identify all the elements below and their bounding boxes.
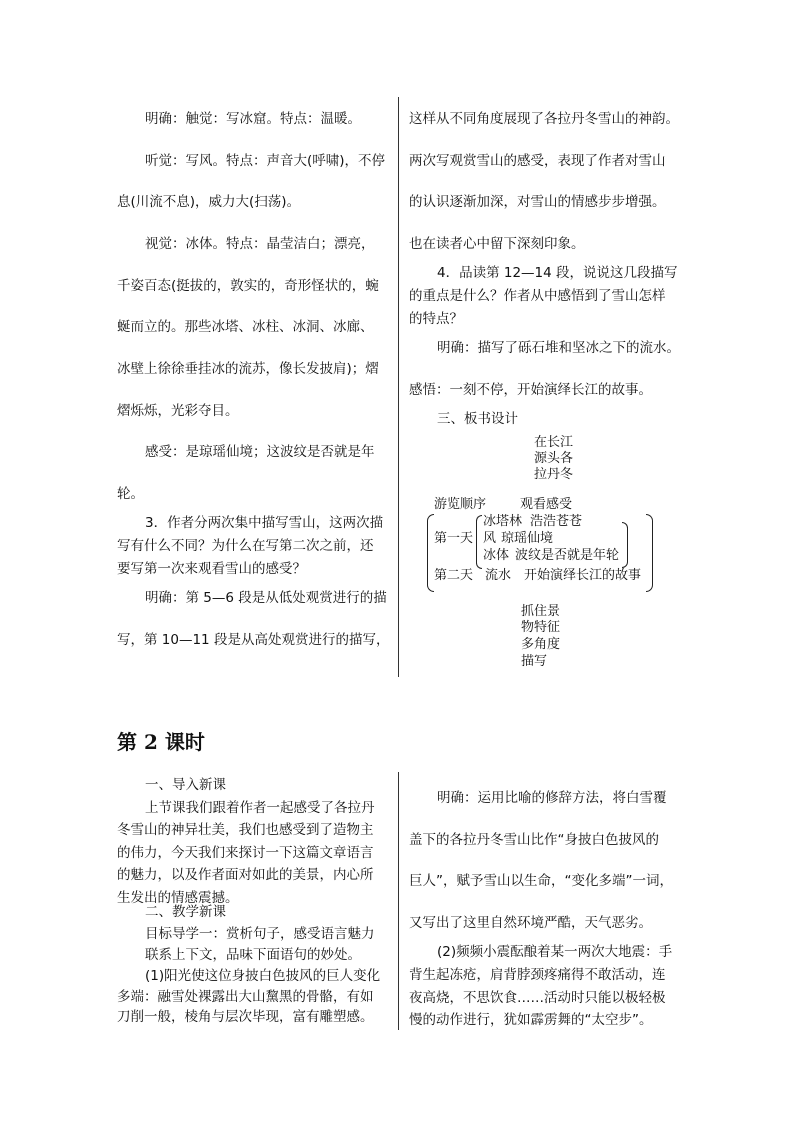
text-line: 的魅力，以及作者面对如此的美景，内心所 — [117, 867, 374, 883]
text-line: 的认识逐渐加深，对雪山的情感步步增强。 — [409, 194, 666, 210]
day2-item: 流水 — [485, 568, 512, 583]
day1-feeling: 波纹是否就是年轮 — [515, 548, 620, 563]
text-line: 冰壁上徐徐垂挂冰的流苏，像长发披肩)；熠 — [117, 361, 379, 377]
day1-feeling: 琼瑶仙境 — [501, 531, 554, 546]
text-line: 也在读者心中留下深刻印象。 — [409, 236, 585, 252]
outer-left-brace — [427, 514, 434, 592]
text-line: 又写出了这里自然环境严酷，天气恶劣。 — [409, 915, 652, 931]
text-line: 背生起冻疮，肩背脖颈疼痛得不敢活动，连 — [409, 967, 666, 983]
text-line: 的特点？ — [409, 311, 463, 327]
text-line: 写有什么不同？为什么在写第二次之前，还 — [117, 538, 374, 554]
text-line: 的重点是什么？作者从中感悟到了雪山怎样 — [409, 288, 666, 304]
board-summary-line: 多角度 — [521, 637, 561, 652]
board-title-line: 源头各 — [534, 451, 574, 466]
inner-left-brace — [476, 515, 482, 569]
board-header-feeling: 观看感受 — [520, 497, 573, 512]
day1-label: 第一天 — [434, 531, 474, 546]
section-heading: 一、导入新课 — [145, 777, 226, 793]
day1-item: 冰体 — [483, 548, 510, 563]
text-line: 慢的动作进行，犹如霹雳舞的“太空步”。 — [409, 1012, 653, 1028]
section-heading: 三、板书设计 — [437, 411, 518, 427]
text-line: 息(川流不息)，威力大(扫荡)。 — [117, 194, 301, 210]
board-summary-line: 抓住景 — [521, 604, 561, 619]
text-line: 目标导学一：赏析句子，感受语言魅力 — [145, 926, 375, 942]
day2-feeling: 开始演绎长江的故事 — [524, 568, 642, 583]
text-line: 明确：描写了砾石堆和坚冰之下的流水。 — [437, 340, 680, 356]
outer-right-brace — [646, 514, 653, 592]
board-header-order: 游览顺序 — [434, 497, 487, 512]
text-line: 蜒而立的。那些冰塔、冰柱、冰洞、冰廊、 — [117, 319, 374, 335]
section-heading: 二、教学新课 — [145, 904, 226, 920]
text-line: 感受：是琼瑶仙境；这波纹是否就是年 — [145, 444, 375, 460]
text-line: 两次写观赏雪山的感受，表现了作者对雪山 — [409, 153, 666, 169]
text-line: 的伟力，今天我们来探讨一下这篇文章语言 — [117, 845, 374, 861]
text-line: 上节课我们跟着作者一起感受了各拉丹 — [145, 800, 375, 816]
text-line: 夜高烧，不思饮食……活动时只能以极轻极 — [409, 990, 666, 1006]
text-line: 联系上下文，品味下面语句的妙处。 — [145, 947, 361, 963]
text-line: 轮。 — [117, 486, 144, 502]
day2-label: 第二天 — [434, 568, 474, 583]
text-line: (1)阳光使这位身披白色披风的巨人变化 — [145, 968, 381, 984]
inner-right-brace — [622, 522, 628, 568]
text-line: 明确：第 5—6 段是从低处观赏进行的描 — [145, 590, 387, 606]
day1-item: 风 — [483, 531, 497, 546]
text-line: 熠烁烁，光彩夺目。 — [117, 403, 239, 419]
text-line: (2)频频小震酝酿着某一两次大地震：手 — [437, 944, 673, 960]
day1-item: 冰塔林 — [483, 514, 523, 529]
text-line: 要写第一次来观看雪山的感受？ — [117, 561, 306, 577]
text-line: 明确：运用比喻的修辞方法，将白雪覆 — [437, 790, 667, 806]
text-line: 写，第 10—11 段是从高处观赏进行的描写， — [117, 632, 390, 648]
text-line: 冬雪山的神异壮美，我们也感受到了造物主 — [117, 822, 374, 838]
text-line: 听觉：写风。特点：声音大(呼啸)，不停 — [145, 153, 386, 169]
text-line: 感悟：一刻不停，开始演绎长江的故事。 — [409, 382, 652, 398]
text-line: 视觉：冰体。特点：晶莹洁白；漂亮， — [145, 236, 375, 252]
text-line: 刀削一般，棱角与层次毕现，富有雕塑感。 — [117, 1009, 374, 1025]
text-line: 盖下的各拉丹冬雪山比作“身披白色披风的 — [409, 832, 659, 848]
text-line: 4．品读第 12—14 段，说说这几段描写 — [437, 265, 678, 281]
column-divider-top — [398, 97, 399, 677]
board-title-line: 在长江 — [534, 435, 574, 450]
text-line: 明确：触觉：写冰窟。特点：温暖。 — [145, 111, 361, 127]
board-summary-line: 描写 — [521, 654, 548, 669]
text-line: 生发出的情感震撼。 — [117, 890, 239, 906]
board-title-line: 拉丹冬 — [534, 467, 574, 482]
text-line: 多端：融雪处裸露出大山黧黑的骨骼，有如 — [117, 989, 374, 1005]
text-line: 巨人”，赋予雪山以生命，“变化多端”一词， — [409, 873, 673, 889]
text-line: 千姿百态(挺拔的，敦实的，奇形怪状的，蜿 — [117, 278, 379, 294]
day1-feeling: 浩浩苍苍 — [530, 514, 583, 529]
column-divider-bottom — [398, 772, 399, 1030]
text-line: 这样从不同角度展现了各拉丹冬雪山的神韵。 — [409, 111, 679, 127]
board-summary-line: 物特征 — [521, 620, 561, 635]
text-line: 3．作者分两次集中描写雪山，这两次描 — [145, 515, 384, 531]
lesson-heading: 第 2 课时 — [117, 730, 205, 754]
